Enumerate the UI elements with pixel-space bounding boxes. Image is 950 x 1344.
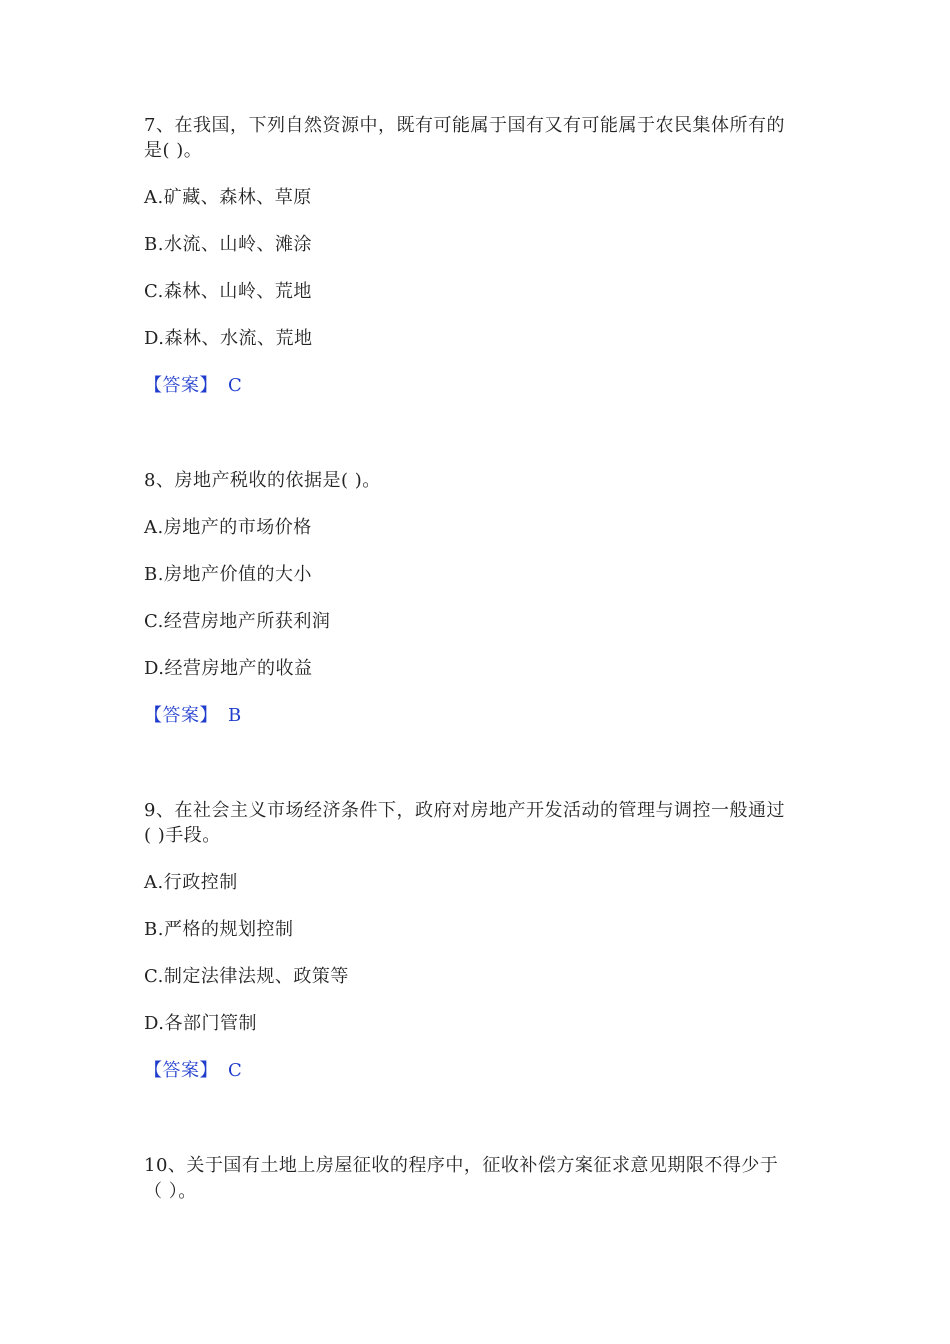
- question-stem: 7、在我国，下列自然资源中，既有可能属于国有又有可能属于农民集体所有的: [144, 115, 785, 136]
- question-stem: 10、关于国有土地上房屋征收的程序中，征收补偿方案征求意见期限不得少于: [144, 1155, 779, 1176]
- question-stem: 8、房地产税收的依据是( )。: [144, 470, 381, 491]
- answer-label: 【答案】: [144, 1060, 218, 1081]
- option-d: D.各部门管制: [144, 1013, 258, 1034]
- question-stem: 9、在社会主义市场经济条件下，政府对房地产开发活动的管理与调控一般通过: [144, 800, 785, 821]
- option-d: D.经营房地产的收益: [144, 658, 313, 679]
- option-b: B.房地产价值的大小: [144, 564, 312, 585]
- answer-value: C: [228, 1060, 243, 1081]
- option-b: B.水流、山岭、滩涂: [144, 234, 312, 255]
- question-stem: ( )手段。: [144, 825, 221, 846]
- question-stem: 是( )。: [144, 140, 203, 161]
- answer-label: 【答案】: [144, 705, 218, 726]
- answer-label: 【答案】: [144, 375, 218, 396]
- option-c: C.经营房地产所获利润: [144, 611, 331, 632]
- answer-line: [144, 374, 242, 398]
- question-stem: （ ）。: [144, 1181, 197, 1202]
- option-d: D.森林、水流、荒地: [144, 328, 313, 349]
- option-c: C.制定法律法规、政策等: [144, 966, 349, 987]
- answer-value: B: [228, 705, 242, 726]
- option-c: C.森林、山岭、荒地: [144, 281, 312, 302]
- option-a: A.房地产的市场价格: [144, 517, 312, 538]
- option-a: A.矿藏、森林、草原: [144, 187, 312, 208]
- option-a: A.行政控制: [144, 872, 238, 893]
- answer-line: [144, 1059, 242, 1083]
- answer-value: C: [228, 375, 243, 396]
- answer-line: [144, 704, 242, 728]
- option-b: B.严格的规划控制: [144, 919, 294, 940]
